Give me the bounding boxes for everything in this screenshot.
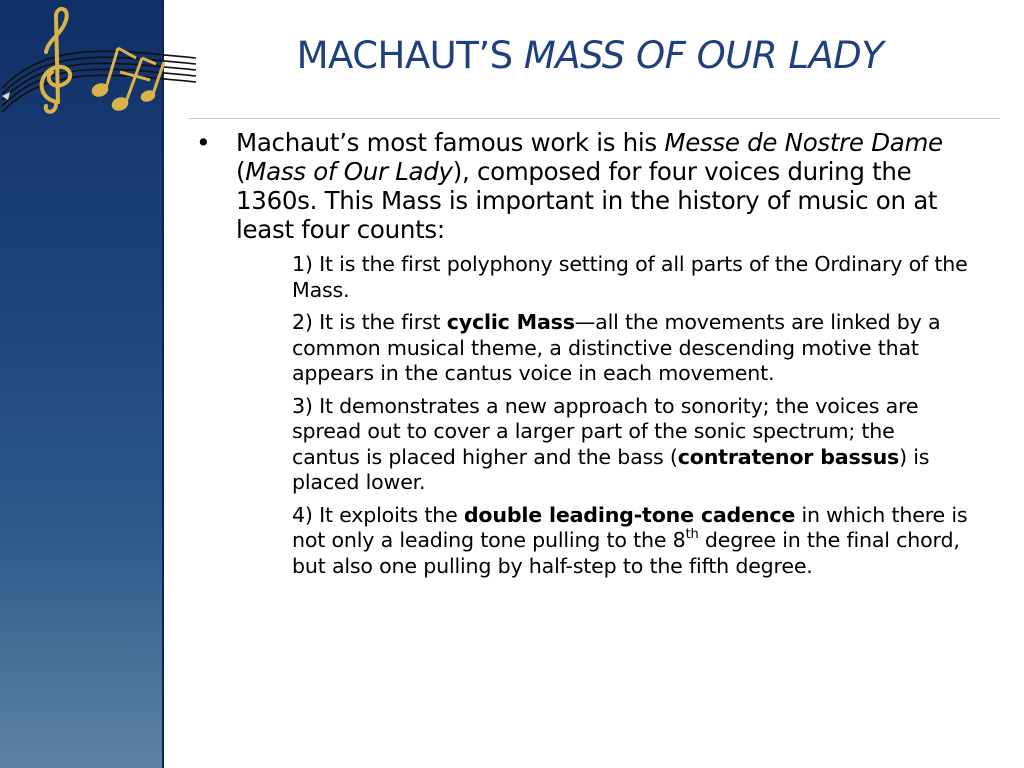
count-3 — [292, 394, 968, 496]
count-3-bold: contratenor bassus — [677, 444, 900, 469]
count-4-text-2: in which there is not only a leading tone pulling to the 8 — [292, 502, 968, 552]
count-2-bold: cyclic Mass — [446, 310, 575, 334]
bullet-text-1: Machaut’s most famous work is his — [236, 128, 665, 157]
count-2-text-2: —all the movements are linked by a common musical theme, a distinctive descending motive that appears in the cantus voice in each movement. — [292, 310, 941, 385]
bullet-text-3: ), composed for four voices during the 1360s. This Mass is important in the history of music on at least four counts: — [236, 157, 938, 244]
count-4 — [292, 503, 968, 580]
count-2 — [292, 310, 968, 387]
slide-title — [230, 34, 950, 77]
count-4-text-3: degree in the final chord, but also one pulling by half-step to the fifth degree. — [292, 528, 960, 578]
count-1 — [292, 252, 968, 303]
count-3-text-2: ) is placed lower. — [292, 444, 930, 494]
main-bullet — [190, 128, 970, 244]
bullet-text-2: ( — [236, 157, 246, 186]
count-1-text: 1) It is the first polyphony setting of all parts of the Ordinary of the Mass. — [292, 252, 968, 302]
bullet-text — [236, 128, 946, 244]
work-title-french: Messe de Nostre Dame — [664, 128, 943, 157]
title-main: MACHAUT’S — [296, 34, 524, 77]
count-2-text-1: 2) It is the first — [292, 310, 447, 334]
count-4-bold: double leading-tone cadence — [463, 502, 796, 527]
count-4-superscript: th — [685, 527, 699, 542]
counts-list — [292, 252, 968, 579]
count-3-text-1: 3) It demonstrates a new approach to sonority; the voices are spread out to cover a larger part of the sonic spectrum; the cantus is placed higher and the bass ( — [292, 393, 919, 469]
music-staff-notes-icon — [0, 0, 200, 130]
work-title-english: Mass of Our Lady — [245, 157, 453, 186]
title-divider — [188, 118, 1000, 119]
slide-content — [190, 128, 970, 586]
title-italic: MASS OF OUR LADY — [523, 34, 884, 77]
count-4-text-1: 4) It exploits the — [292, 502, 464, 527]
bullet-glyph: • — [196, 128, 211, 157]
